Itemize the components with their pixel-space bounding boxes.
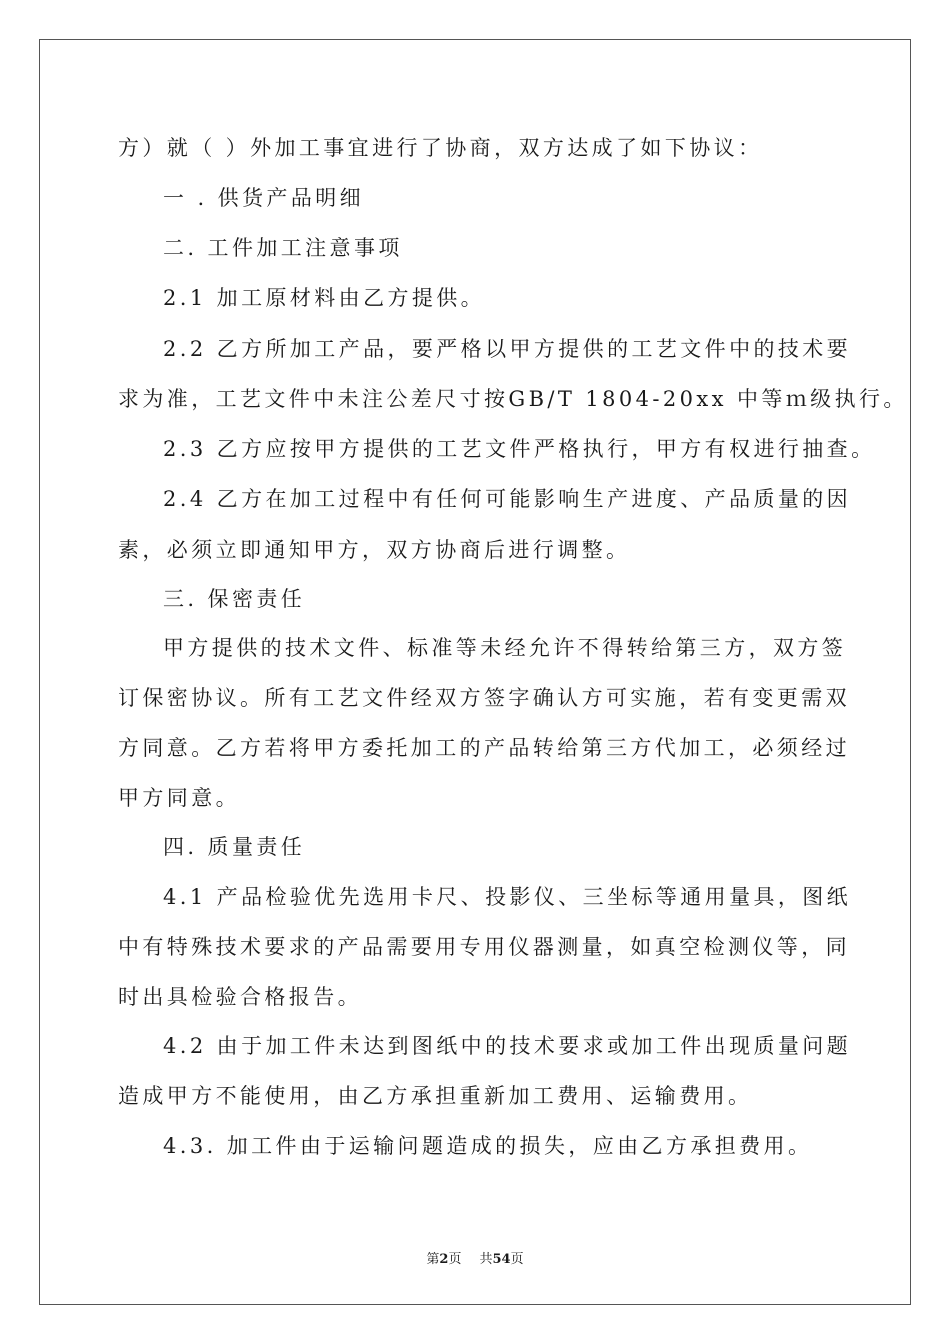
paragraph-line: 方同意。乙方若将甲方委托加工的产品转给第三方代加工，必须经过 xyxy=(118,736,850,760)
section-heading-quality: 四. 质量责任 xyxy=(163,835,306,859)
paragraph-line: 2.1 加工原材料由乙方提供。 xyxy=(163,286,486,310)
paragraph-line: 求为准，工艺文件中未注公差尺寸按GB/T 1804-20xx 中等ｍ级执行。 xyxy=(118,387,908,411)
total-suffix: 页 xyxy=(510,1252,524,1267)
paragraph-line: 甲方提供的技术文件、标准等未经允许不得转给第三方，双方签 xyxy=(163,636,847,660)
paragraph-line: 4.1 产品检验优先选用卡尺、投影仪、三坐标等通用量具，图纸 xyxy=(163,885,852,909)
paragraph-line: 4.2 由于加工件未达到图纸中的技术要求或加工件出现质量问题 xyxy=(163,1034,852,1058)
page-border xyxy=(39,39,911,1305)
page-number: 2 xyxy=(439,1252,449,1267)
paragraph-line: 2.3 乙方应按甲方提供的工艺文件严格执行，甲方有权进行抽查。 xyxy=(163,437,876,461)
paragraph-line: 造成甲方不能使用，由乙方承担重新加工费用、运输费用。 xyxy=(118,1084,753,1108)
page-footer xyxy=(0,1248,950,1267)
paragraph-line: 4.3. 加工件由于运输问题造成的损失，应由乙方承担费用。 xyxy=(163,1134,813,1158)
total-prefix: 共 xyxy=(479,1252,493,1267)
page-prefix: 第 xyxy=(426,1252,440,1267)
section-heading-processing: 二. 工件加工注意事项 xyxy=(163,236,403,260)
paragraph-line: 订保密协议。所有工艺文件经双方签字确认方可实施，若有变更需双 xyxy=(118,686,850,710)
section-heading-supply: 一 . 供货产品明细 xyxy=(163,186,365,210)
paragraph-line: 时出具检验合格报告。 xyxy=(118,985,362,1009)
paragraph-line: 2.2 乙方所加工产品，要严格以甲方提供的工艺文件中的技术要 xyxy=(163,337,852,361)
paragraph-line: 素，必须立即通知甲方，双方协商后进行调整。 xyxy=(118,538,631,562)
total-pages: 54 xyxy=(492,1252,511,1267)
paragraph-line: 方）就（ ）外加工事宜进行了协商，双方达成了如下协议： xyxy=(118,136,763,160)
paragraph-line: 2.4 乙方在加工过程中有任何可能影响生产进度、产品质量的因 xyxy=(163,487,852,511)
page-suffix: 页 xyxy=(448,1252,462,1267)
paragraph-line: 中有特殊技术要求的产品需要用专用仪器测量，如真空检测仪等，同 xyxy=(118,935,850,959)
section-heading-confidentiality: 三. 保密责任 xyxy=(163,587,306,611)
paragraph-line: 甲方同意。 xyxy=(118,786,240,810)
